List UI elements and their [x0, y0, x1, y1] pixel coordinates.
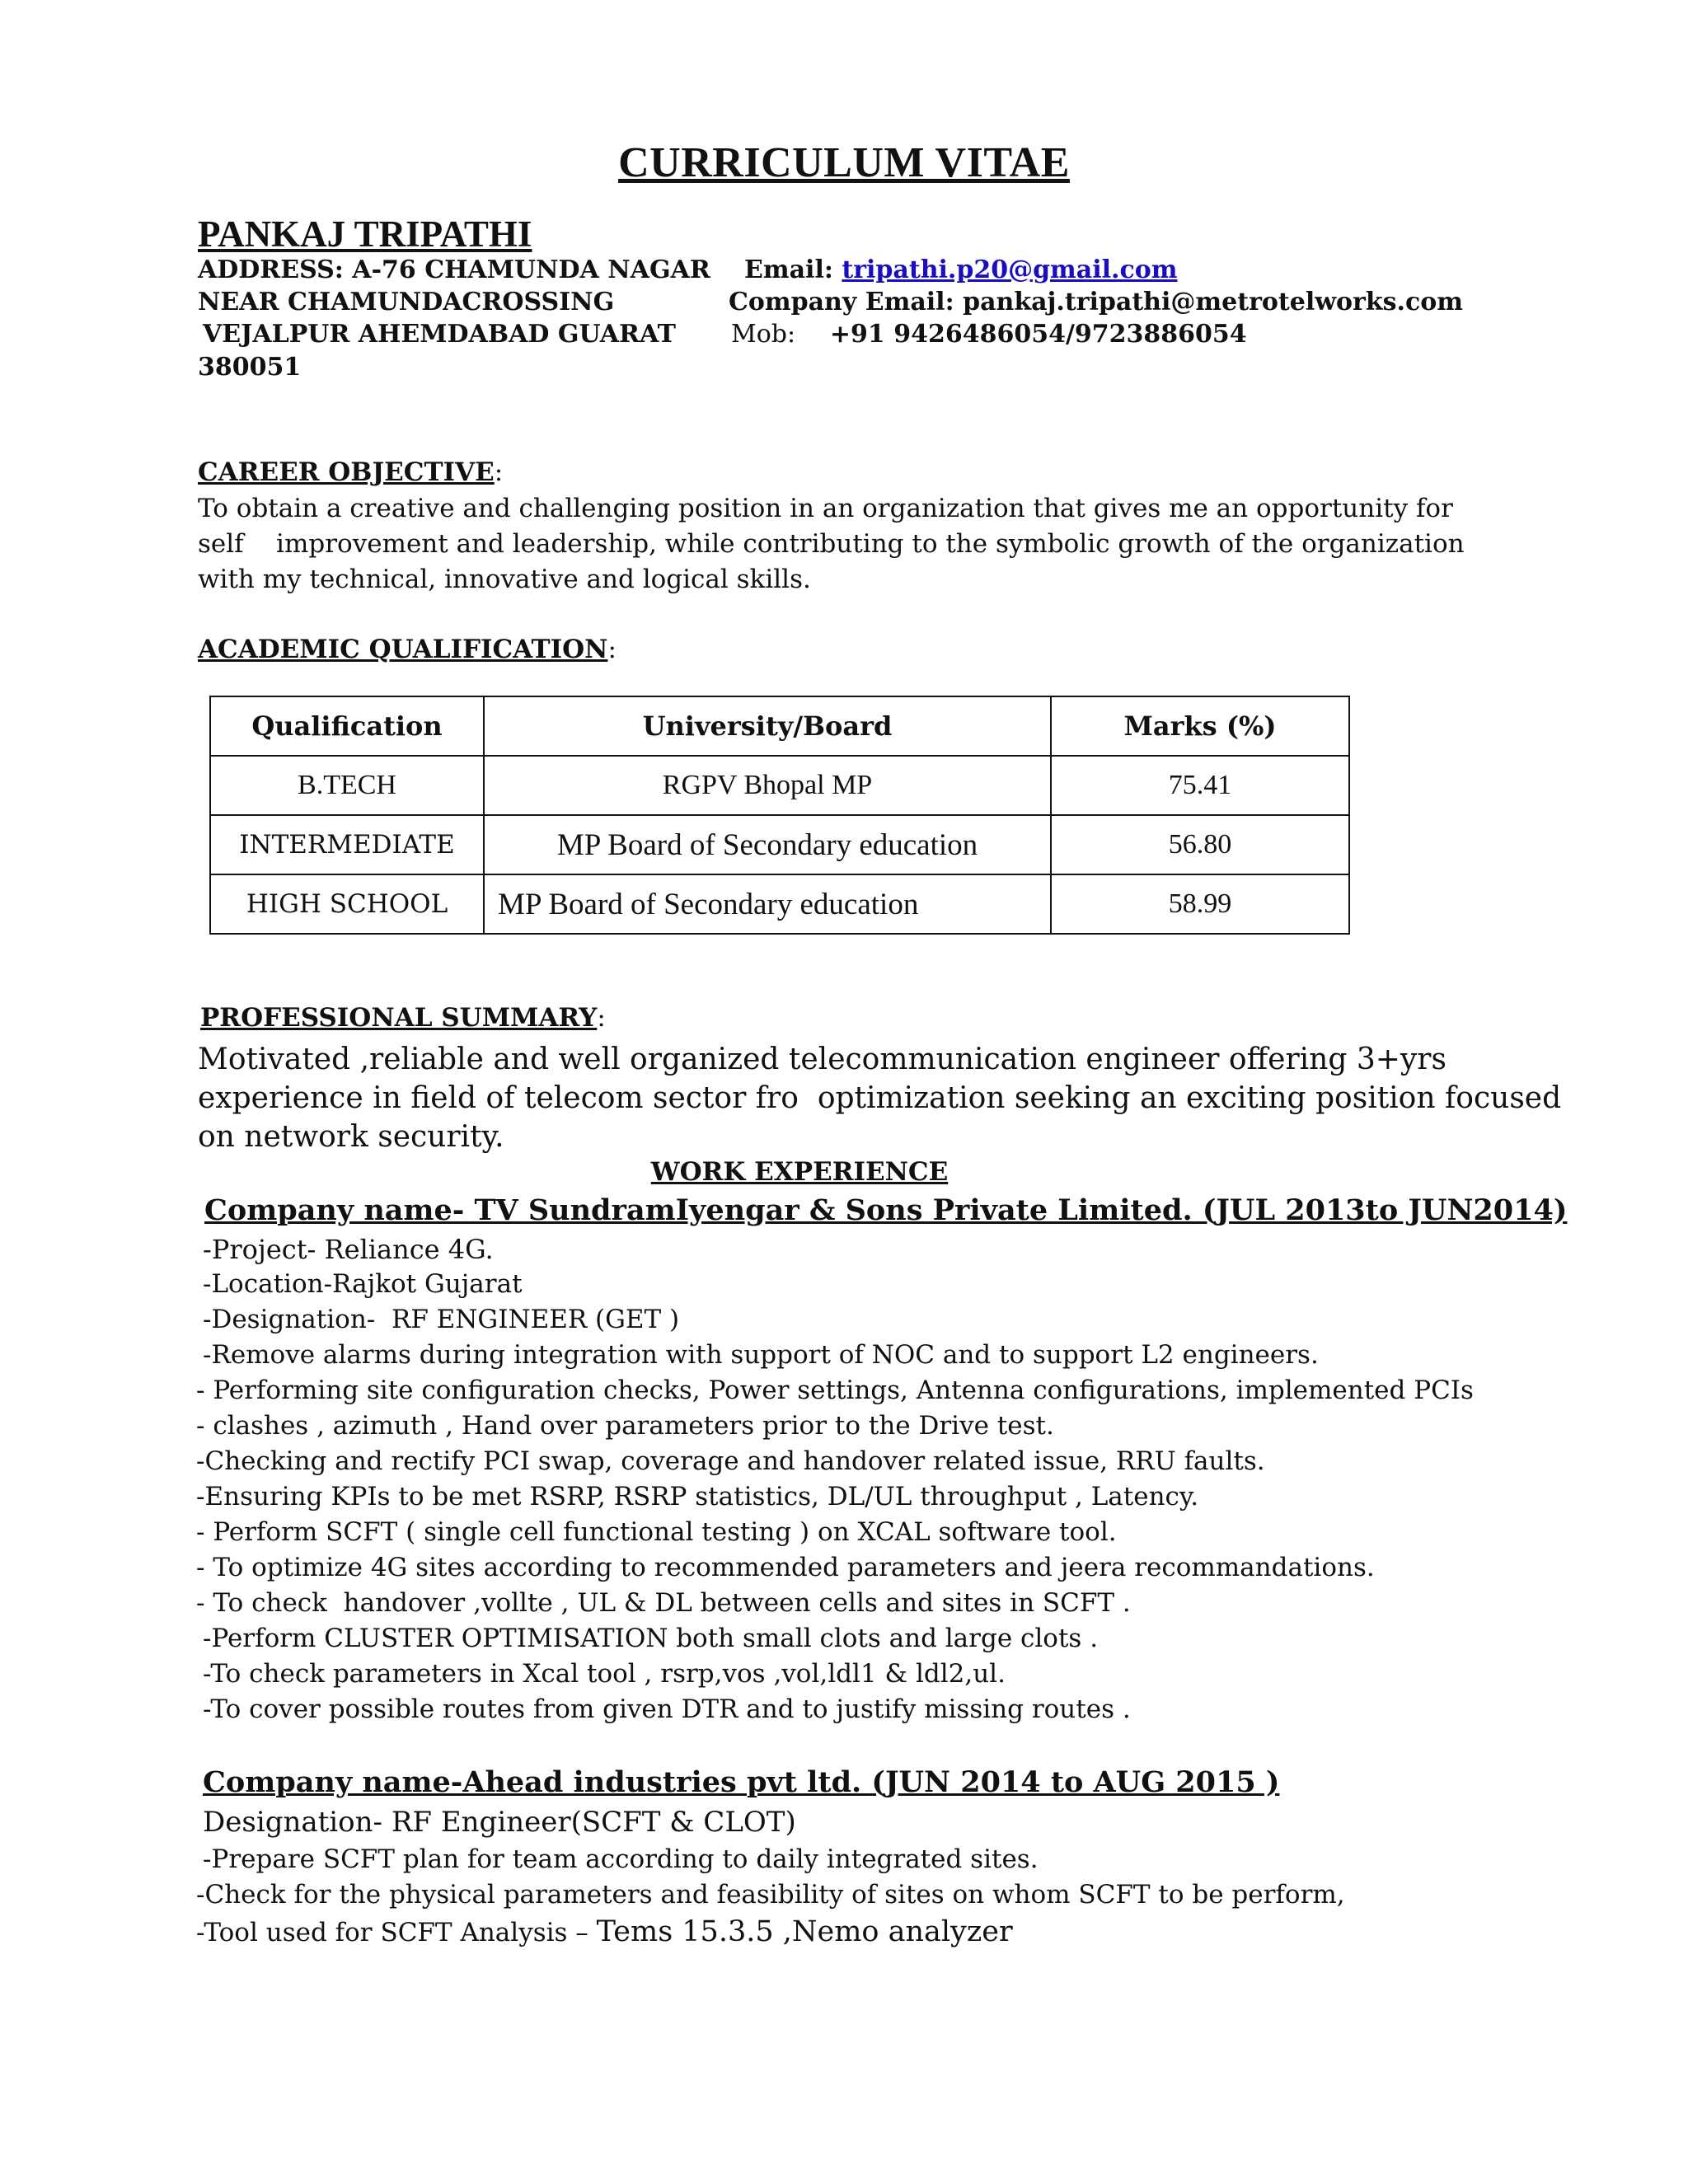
- email-link[interactable]: tripathi.p20@gmail.com: [842, 255, 1178, 284]
- address-line-1: ADDRESS: A-76 CHAMUNDA NAGAR: [198, 255, 710, 284]
- company-1-line: -Perform CLUSTER OPTIMISATION both small clots and large clots .: [203, 1624, 1099, 1653]
- table-cell: HIGH SCHOOL: [210, 874, 484, 934]
- table-cell: B.TECH: [210, 756, 484, 815]
- table-header-row: [210, 696, 1349, 756]
- career-objective-text: [198, 491, 1465, 598]
- company-2-line: -Check for the physical parameters and feasibility of sites on whom SCFT to be perform,: [196, 1880, 1345, 1910]
- table-row: [210, 815, 1349, 874]
- table-cell: MP Board of Secondary education: [484, 815, 1051, 874]
- email-label: Email:: [744, 255, 833, 284]
- email-row: [744, 255, 1178, 284]
- table-row: [210, 756, 1349, 815]
- career-objective-title: CAREER OBJECTIVE: [198, 457, 495, 487]
- table-cell: MP Board of Secondary education: [484, 874, 1051, 934]
- address-line-2: NEAR CHAMUNDACROSSING: [198, 288, 615, 316]
- qualification-table: [209, 696, 1350, 935]
- table-cell: 58.99: [1051, 874, 1349, 934]
- page-title: CURRICULUM VITAE: [618, 139, 1070, 186]
- work-experience-heading: WORK EXPERIENCE: [650, 1157, 949, 1187]
- mobile-row: [731, 320, 1247, 349]
- professional-summary-colon: :: [597, 1003, 606, 1033]
- career-objective-heading: [198, 457, 503, 487]
- table-cell: 75.41: [1051, 756, 1349, 815]
- company-2-designation: Designation- RF Engineer(SCFT & CLOT): [203, 1806, 796, 1839]
- company-1-line: -To cover possible routes from given DTR and to justify missing routes .: [203, 1694, 1131, 1724]
- company-1-line: -Checking and rectify PCI swap, coverage and handover related issue, RRU faults.: [196, 1446, 1265, 1476]
- table-cell: RGPV Bhopal MP: [484, 756, 1051, 815]
- professional-summary-text: [198, 1040, 1561, 1156]
- company-1-line: - Perform SCFT ( single cell functional testing ) on XCAL software tool.: [196, 1517, 1117, 1547]
- company-2-tool-line: [196, 1915, 1013, 1948]
- company-1-line: - To check handover ,vollte , UL & DL between cells and sites in SCFT .: [196, 1588, 1131, 1618]
- career-objective-line: self improvement and leadership, while contributing to the symbolic growth of the organization: [198, 529, 1465, 559]
- summary-line: Motivated ,reliable and well organized telecommunication engineer offering 3+yrs: [198, 1043, 1447, 1076]
- tool-suffix: Tems 15.3.5 ,Nemo analyzer: [596, 1915, 1013, 1948]
- company-email: Company Email: pankaj.tripathi@metrotelworks.com: [729, 288, 1464, 316]
- company-2-title: Company name-Ahead industries pvt ltd. (JUN 2014 to AUG 2015 ): [203, 1765, 1280, 1799]
- company-1-line: -To check parameters in Xcal tool , rsrp,vos ,vol,ldl1 & ldl2,ul.: [203, 1659, 1006, 1689]
- company-1-line: - Performing site configuration checks, Power settings, Antenna configurations, implemented PCIs: [196, 1376, 1474, 1405]
- company-1-line: -Location-Rajkot Gujarat: [203, 1269, 523, 1299]
- address-line-4: 380051: [198, 353, 302, 382]
- career-objective-line: with my technical, innovative and logical skills.: [198, 565, 811, 594]
- academic-heading: [198, 635, 617, 664]
- academic-title: ACADEMIC QUALIFICATION: [198, 635, 608, 664]
- company-1-line: -Designation- RF ENGINEER (GET ): [203, 1305, 680, 1334]
- column-header: University/Board: [484, 696, 1051, 756]
- career-objective-line: To obtain a creative and challenging position in an organization that gives me an opportunity for: [198, 494, 1453, 523]
- address-line-3: VEJALPUR AHEMDABAD GUARAT: [203, 320, 676, 349]
- company-1-title: Company name- TV SundramIyengar & Sons Private Limited. (JUL 2013to JUN2014): [204, 1193, 1568, 1227]
- summary-line: on network security.: [198, 1120, 504, 1154]
- candidate-name: PANKAJ TRIPATHI: [198, 213, 532, 255]
- company-2-line: -Prepare SCFT plan for team according to daily integrated sites.: [203, 1844, 1039, 1874]
- table-cell: 56.80: [1051, 815, 1349, 874]
- column-header: Qualification: [210, 696, 484, 756]
- career-objective-colon: :: [494, 457, 504, 487]
- company-1-line: -Ensuring KPIs to be met RSRP, RSRP statistics, DL/UL throughput , Latency.: [196, 1482, 1199, 1511]
- professional-summary-title: PROFESSIONAL SUMMARY: [200, 1003, 598, 1033]
- summary-line: experience in field of telecom sector fro optimization seeking an exciting position focused: [198, 1081, 1562, 1115]
- table-cell: INTERMEDIATE: [210, 815, 484, 874]
- mobile-number: +91 9426486054/9723886054: [829, 320, 1247, 349]
- mobile-label: Mob:: [731, 320, 796, 349]
- professional-summary-heading: [200, 1003, 606, 1033]
- table-row: [210, 874, 1349, 934]
- tool-prefix: -Tool used for SCFT Analysis –: [196, 1918, 597, 1947]
- company-1-line: -Remove alarms during integration with support of NOC and to support L2 engineers.: [203, 1340, 1319, 1370]
- company-1-line: - To optimize 4G sites according to recommended parameters and jeera recommandations.: [196, 1553, 1375, 1582]
- company-1-line: -Project- Reliance 4G.: [203, 1234, 494, 1265]
- academic-colon: :: [607, 635, 617, 664]
- company-1-line: - clashes , azimuth , Hand over parameters prior to the Drive test.: [196, 1411, 1054, 1441]
- column-header: Marks (%): [1051, 696, 1349, 756]
